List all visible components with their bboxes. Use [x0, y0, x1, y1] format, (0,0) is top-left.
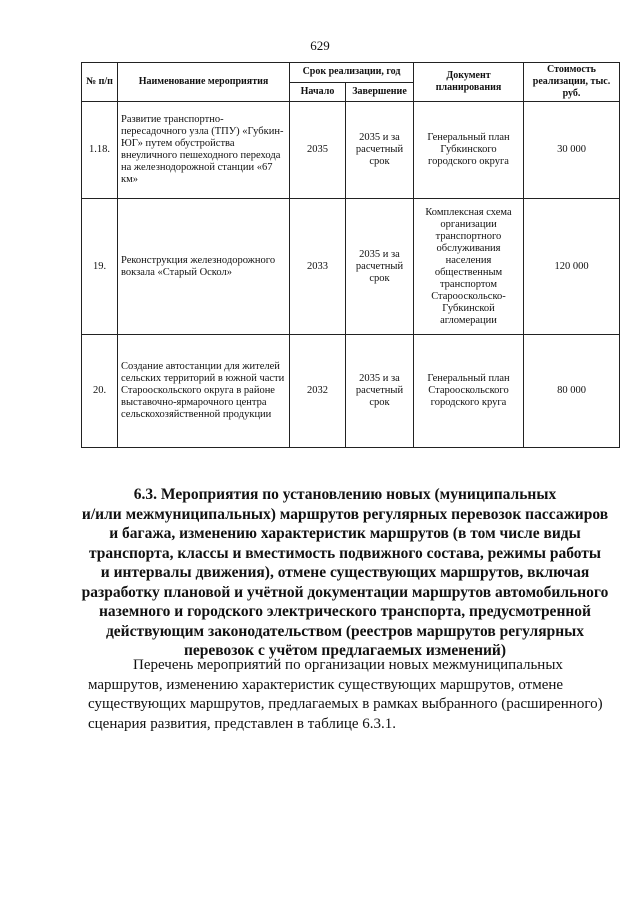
- page-number: 629: [310, 38, 330, 53]
- paragraph-line: сценария развития, представлен в таблице 6.3.1.: [88, 715, 397, 732]
- section-heading: [70, 485, 620, 661]
- cell-start: 2033: [290, 199, 346, 335]
- header-document: Документ планирования: [414, 63, 524, 102]
- header-cost: Стоимость реализации, тыс. руб.: [524, 63, 620, 102]
- cell-name: Создание автостанции для жителей сельских территорий в южной части Старооскольского округа в районе выставочно-ярмарочного центра сельскохозяйственной продукции: [118, 335, 290, 448]
- heading-line: 6.3. Мероприятия по установлению новых (муниципальных: [133, 486, 557, 503]
- events-table: [81, 62, 620, 448]
- heading-line: действующим законодательством (реестров маршрутов регулярных: [105, 622, 585, 640]
- heading-line: наземного и городского электрического транспорта, предусмотренной: [99, 603, 591, 620]
- table-header-row: [82, 63, 620, 83]
- paragraph-line: маршрутов, изменению характеристик существующих маршрутов, отмене: [88, 676, 564, 693]
- header-num: № п/п: [82, 63, 118, 102]
- heading-line: транспорта, классы и вместимость подвижного состава, режимы работы: [88, 544, 601, 562]
- heading-line: и интервалы движения), отмене существующих маршрутов, включая: [100, 564, 590, 581]
- cell-document: Генеральный план Губкинского городского округа: [414, 102, 524, 199]
- cell-start: 2035: [290, 102, 346, 199]
- heading-line: разработку плановой и учётной документации маршрутов автомобильного: [81, 583, 609, 601]
- cell-cost: 120 000: [524, 199, 620, 335]
- cell-num: 20.: [82, 335, 118, 448]
- paragraph-line: Перечень мероприятий по организации новых межмуниципальных: [133, 657, 563, 673]
- cell-document: Комплексная схема организации транспортного обслуживания населения общественным транспортом Старооскольско-Губкинской агломерации: [414, 199, 524, 335]
- cell-name: Реконструкция железнодорожного вокзала «Старый Оскол»: [118, 199, 290, 335]
- cell-end: 2035 и за расчетный срок: [346, 199, 414, 335]
- table-row: [82, 102, 620, 199]
- cell-start: 2032: [290, 335, 346, 448]
- heading-line: и/или межмуниципальных) маршрутов регулярных перевозок пассажиров: [81, 505, 609, 523]
- cell-num: 19.: [82, 199, 118, 335]
- header-end: Завершение: [346, 82, 414, 102]
- paragraph-line: существующих маршрутов, предлагаемых в рамках выбранного (расширенного): [88, 696, 603, 712]
- cell-end: 2035 и за расчетный срок: [346, 102, 414, 199]
- body-paragraph: [88, 656, 620, 734]
- cell-name: Развитие транспортно-пересадочного узла (ТПУ) «Губкин-ЮГ» путем обустройства внеуличного пешеходного перехода на железнодорожной станции «67 км»: [118, 102, 290, 199]
- table-row: [82, 199, 620, 335]
- cell-end: 2035 и за расчетный срок: [346, 335, 414, 448]
- header-name: Наименование мероприятия: [118, 63, 290, 102]
- header-period: Срок реализации, год: [290, 63, 414, 83]
- cell-cost: 30 000: [524, 102, 620, 199]
- cell-document: Генеральный план Старооскольского городского круга: [414, 335, 524, 448]
- table-row: [82, 335, 620, 448]
- heading-line: и багажа, изменению характеристик маршрутов (в том числе виды: [109, 525, 581, 542]
- heading-line: перевозок с учётом предлагаемых изменений): [183, 642, 507, 659]
- cell-num: 1.18.: [82, 102, 118, 199]
- cell-cost: 80 000: [524, 335, 620, 448]
- header-start: Начало: [290, 82, 346, 102]
